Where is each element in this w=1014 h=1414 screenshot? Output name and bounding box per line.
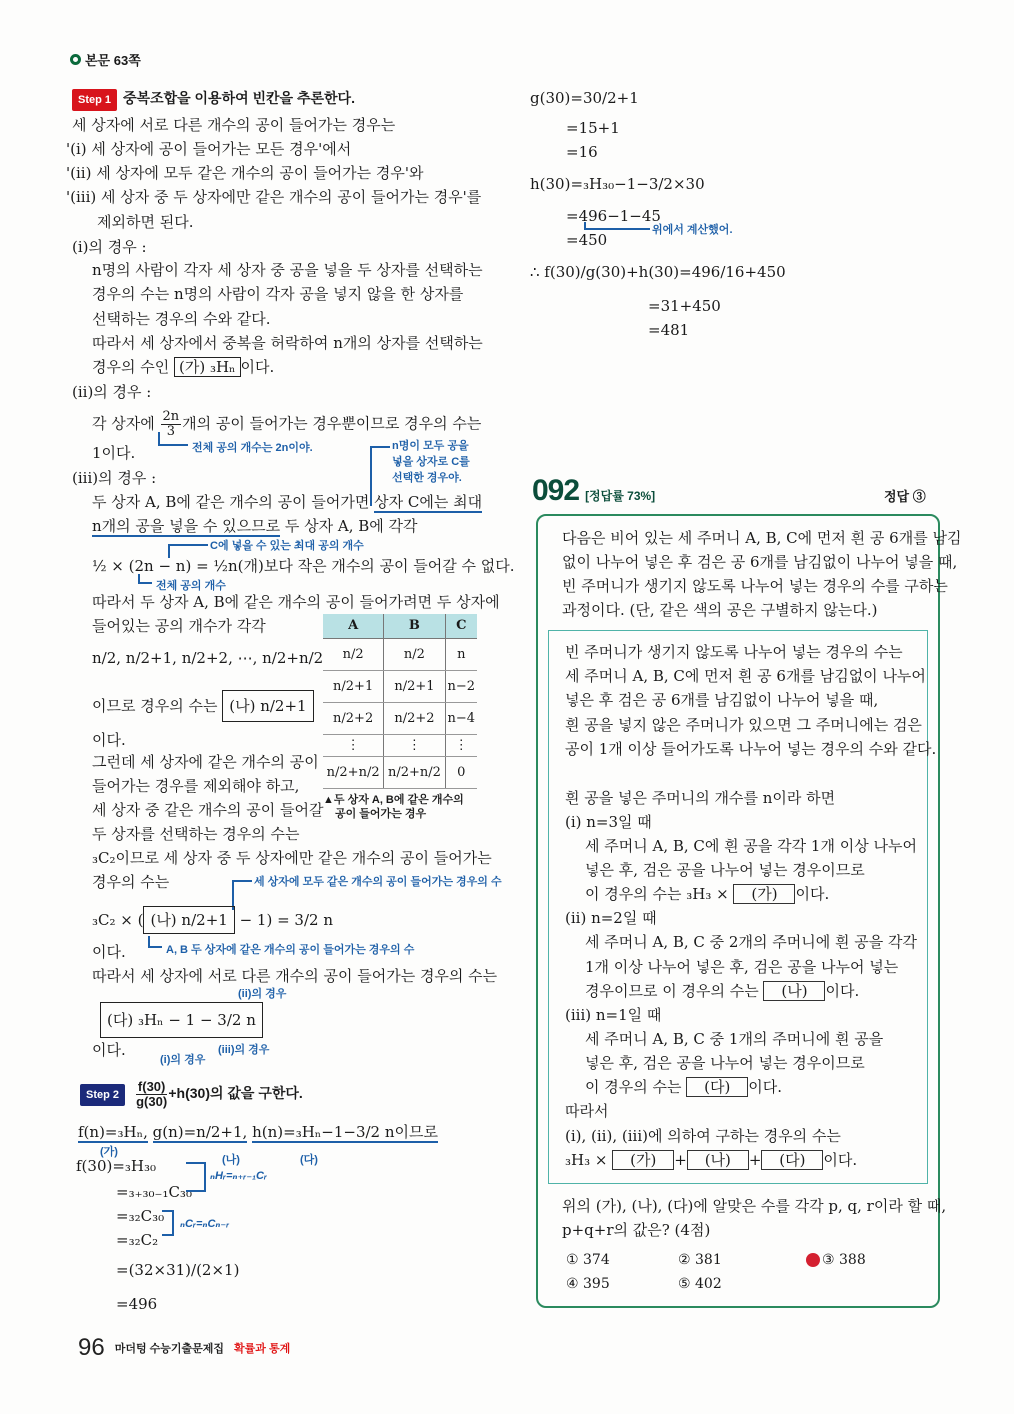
statement-line: 과정이다. (단, 같은 색의 공은 구별하지 않는다.)	[562, 601, 878, 619]
final-calc-line: =31+450	[648, 297, 721, 315]
text: 따라서 세 상자에 서로 다른 개수의 공이 들어가는 경우의 수는	[92, 967, 498, 985]
annotation-arrow	[148, 936, 162, 948]
note-case-ii: (ii)의 경우	[238, 988, 287, 1000]
sequence: n/2, n/2+1, n/2+2, ⋯, n/2+n/2	[92, 649, 324, 667]
choice-label: ② 381	[678, 1252, 722, 1268]
g-calc-line: =15+1	[566, 119, 620, 137]
caption-line: ▲두 상자 A, B에 같은 개수의	[323, 793, 464, 806]
case-iii-line7	[92, 690, 314, 722]
annotation-arrow	[138, 574, 152, 584]
annotation-arrow	[162, 1210, 174, 1236]
case-i-line: 따라서 세 상자에서 중복을 허락하여 n개의 상자를 선택하는	[92, 334, 483, 352]
case-ii-line1	[92, 410, 481, 439]
text: 두 상자 A, B에 각각	[280, 517, 418, 535]
inner-line: 넣은 후 검은 공 6개를 남김없이 나누어 넣을 때,	[565, 691, 879, 709]
table-cell: n/2+2	[384, 702, 445, 734]
frac-den: g(30)	[136, 1094, 168, 1109]
case-label: (ii) n=2일 때	[565, 909, 657, 927]
h-calc-line: h(30)=₃H₃₀−1−3/2×30	[530, 175, 705, 193]
case-i-line: n명의 사람이 각자 세 상자 중 공을 넣을 두 상자를 선택하는	[92, 261, 483, 279]
note-computed-above: 위에서 계산했어.	[652, 224, 733, 236]
note-c-formula: ₙCᵣ=ₙCₙ₋ᵣ	[180, 1218, 230, 1230]
note-c-max: C에 넣을 수 있는 최대 공의 개수	[210, 540, 364, 552]
choice-label: ⑤ 402	[678, 1276, 722, 1292]
inner-line: 흰 공을 넣지 않은 주머니가 있으면 그 주머니에는 검은	[565, 716, 922, 734]
f-calc-line: =496	[116, 1295, 158, 1313]
abc-table	[323, 614, 477, 789]
text: 이 경우의 수는	[585, 1078, 682, 1096]
table-row	[323, 734, 477, 756]
h-calc-line: =496−1−45	[566, 207, 661, 225]
ring-icon	[70, 54, 81, 65]
underlined-text: n개의 공을 넣을 수 있으므로	[92, 517, 281, 535]
table-cell: ⋮	[384, 734, 445, 756]
page-reference-label: 본문 63쪽	[85, 53, 141, 68]
final-expression	[565, 1150, 857, 1170]
choice-label: ③ 388	[822, 1252, 866, 1268]
case-label: (i) n=3일 때	[565, 813, 652, 831]
choice-label: ① 374	[566, 1252, 610, 1268]
text: − 1) = 3/2 n	[234, 911, 333, 929]
table-cell: 0	[445, 756, 477, 788]
table-cell: n/2+1	[323, 670, 384, 702]
intro-line: 제외하면 된다.	[97, 213, 194, 231]
abc-table-wrap	[323, 614, 477, 821]
step2-heading	[80, 1080, 303, 1109]
inner-line: 빈 주머니가 생기지 않도록 나누어 넣는 경우의 수는	[565, 643, 903, 661]
inner-line: 흰 공을 넣은 주머니의 개수를 n이라 하면	[565, 789, 836, 807]
table-caption	[323, 793, 477, 821]
text: 경우의 수는	[92, 873, 170, 891]
def-g: g(n)=n/2+1,	[152, 1123, 248, 1141]
frac-num: f(30)	[137, 1079, 166, 1094]
caption-line: 공이 들어가는 경우	[335, 807, 427, 820]
case-iii-line3	[92, 556, 515, 576]
text: 이다.	[92, 1041, 126, 1059]
text: 두 상자를 선택하는 경우의 수는	[92, 825, 300, 843]
inner-line: 1개 이상 나누어 넣은 후, 검은 공을 나누어 넣는	[585, 958, 899, 976]
choice-1[interactable]	[566, 1252, 610, 1268]
text: 세 상자 중 같은 개수의 공이 들어갈	[92, 801, 324, 819]
subject-title: 확률과 통계	[234, 1343, 291, 1355]
text: ₃H₃ ×	[565, 1151, 608, 1169]
case1-result	[585, 884, 829, 904]
note-total: 전체 공의 개수	[156, 580, 226, 592]
equation: ½ × (2n − n) = ½n(개)	[92, 557, 264, 575]
statement-line: 빈 주머니가 생기지 않도록 나누어 넣는 경우의 수를 구하는	[562, 577, 948, 595]
note-case-iii: (iii)의 경우	[218, 1044, 270, 1056]
table-row	[323, 670, 477, 702]
case-i-label: (i)의 경우 :	[72, 238, 147, 256]
case-i-result	[92, 357, 274, 377]
text: 보다 작은 개수의 공이 들어갈 수 없다.	[263, 557, 515, 575]
problem-number: 092	[532, 474, 580, 507]
checkmark-icon	[806, 1253, 820, 1267]
note-ab: A, B 두 상자에 같은 개수의 공이 들어가는 경우의 수	[166, 944, 415, 956]
f-calc-line: =₃₂C₂	[116, 1231, 159, 1249]
underlined-text: 상자 C에는 최대	[374, 493, 483, 511]
text: 이다.	[795, 885, 830, 903]
case-iii-line2	[92, 516, 418, 536]
case-i-result-prefix: 경우의 수인	[92, 358, 170, 376]
plus: +	[748, 1151, 762, 1169]
answer-box-na: (나) n/2+1	[222, 690, 313, 722]
def-f: f(n)=₃Hₙ,	[78, 1123, 148, 1141]
blank-na: (나)	[763, 981, 825, 1001]
choice-4[interactable]	[566, 1276, 610, 1292]
text: ₃C₂이므로 세 상자 중 두 상자에만 같은 개수의 공이 들어가는	[92, 849, 492, 867]
table-row	[323, 756, 477, 788]
case-iii-line4: 따라서 두 상자 A, B에 같은 개수의 공이 들어가려면 두 상자에	[92, 593, 500, 611]
text: 두 상자 A, B에 같은 개수의 공이 들어가면	[92, 493, 375, 511]
table-cell: n/2+n/2	[384, 756, 445, 788]
table-cell: n/2	[384, 638, 445, 670]
blank-da: (다)	[761, 1150, 823, 1170]
c2-equation	[92, 906, 333, 934]
answer-box-na: (나) n/2+1	[143, 906, 234, 934]
case-label: (iii) n=1일 때	[565, 1006, 662, 1024]
intro-line: '(i) 세 상자에 공이 들어가는 모든 경우'에서	[66, 140, 352, 158]
blank-ga: (가)	[612, 1150, 674, 1170]
note-c-selected	[392, 438, 470, 486]
note-case-i: (i)의 경우	[160, 1054, 206, 1066]
text: 이다.	[748, 1078, 783, 1096]
note-line: 선택한 경우야.	[392, 472, 462, 484]
step2-badge: Step 2	[80, 1084, 125, 1106]
table-cell: n−2	[445, 670, 477, 702]
f-calc-line: f(30)=₃H₃₀	[76, 1157, 157, 1175]
note-h-formula: ₙHᵣ=ₙ₊ᵣ₋₁Cᵣ	[210, 1170, 268, 1182]
def-h: h(n)=₃Hₙ−1−3/2 n이므로	[252, 1123, 438, 1141]
choice-label: ④ 395	[566, 1276, 610, 1292]
step1-badge: Step 1	[72, 89, 117, 111]
f-calc-line: =₃₂C₃₀	[116, 1207, 165, 1225]
case2-result	[585, 981, 859, 1001]
text: 들어가는 경우를 제외해야 하고,	[92, 777, 300, 795]
table-cell: n/2	[323, 638, 384, 670]
inner-line: 세 주머니 A, B, C 중 2개의 주머니에 흰 공을 각각	[585, 933, 917, 951]
note-line: n명이 모두 공을	[392, 440, 469, 452]
text: 그런데 세 상자에 같은 개수의 공이	[92, 753, 319, 771]
case-i-line: 경우의 수는 n명의 사람이 각자 공을 넣지 않을 한 상자를	[92, 285, 464, 303]
annotation-arrow	[584, 222, 650, 230]
case-i-result-suffix: 이다.	[240, 358, 275, 376]
f-calc-line: =(32×31)/(2×1)	[116, 1261, 240, 1279]
statement-line: 다음은 비어 있는 세 주머니 A, B, C에 먼저 흰 공 6개를 남김	[562, 529, 962, 547]
case-ii-label: (ii)의 경우 :	[72, 383, 152, 401]
inner-line: 공이 1개 이상 들어가도록 나누어 넣는 경우의 수와 같다.	[565, 740, 937, 758]
inner-line: 세 주머니 A, B, C에 흰 공을 각각 1개 이상 나누어	[585, 837, 917, 855]
case-ii-prefix: 각 상자에	[92, 414, 155, 433]
function-defs	[78, 1122, 438, 1142]
intro-line: '(ii) 세 상자에 모두 같은 개수의 공이 들어가는 경우'와	[66, 164, 424, 182]
case-iii-line5: 들어있는 공의 개수가 각각	[92, 617, 266, 635]
question-line: p+q+r의 값은? (4점)	[562, 1221, 711, 1239]
step2-title: +h(30)의 값을 구한다.	[168, 1085, 303, 1102]
final-calc-line: =481	[648, 321, 690, 339]
g-calc-line: g(30)=30/2+1	[530, 89, 639, 107]
case3-result	[585, 1077, 782, 1097]
choice-5[interactable]	[678, 1276, 722, 1292]
choice-3[interactable]	[806, 1252, 866, 1268]
table-cell: n−4	[445, 702, 477, 734]
case-i-line: 선택하는 경우의 수와 같다.	[92, 310, 271, 328]
table-cell: ⋮	[323, 734, 384, 756]
inner-line: 세 주머니 A, B, C에 먼저 흰 공 6개를 남김없이 나누어	[565, 667, 926, 685]
step1-title: 중복조합을 이용하여 빈칸을 추론한다.	[123, 90, 355, 106]
text: 이므로 경우의 수는	[92, 697, 218, 715]
table-cell: n/2+1	[384, 670, 445, 702]
note-all-same: 세 상자에 모두 같은 개수의 공이 들어가는 경우의 수	[254, 876, 502, 888]
case-ii-suffix: 개의 공이 들어가는 경우뿐이므로 경우의 수는	[182, 414, 482, 433]
table-cell: n	[445, 638, 477, 670]
text: 이다.	[92, 943, 126, 961]
note-line: 넣을 상자로 C를	[392, 456, 470, 468]
fraction-f-g	[136, 1080, 167, 1109]
answer-box-ga: (가) ₃Hₙ	[174, 357, 241, 377]
inner-line: 세 주머니 A, B, C 중 1개의 주머니에 흰 공을	[585, 1030, 884, 1048]
page-number: 96	[78, 1334, 105, 1361]
case-iii-label: (iii)의 경우 :	[72, 469, 157, 487]
frac-den: 3	[166, 424, 175, 439]
inner-line: 넣은 후, 검은 공을 나누어 넣는 경우이므로	[585, 861, 865, 879]
intro-line: '(iii) 세 상자 중 두 상자에만 같은 개수의 공이 들어가는 경우'를	[66, 188, 482, 206]
text: 이다.	[823, 1151, 858, 1169]
text: 이 경우의 수는 ₃H₃ ×	[585, 885, 729, 903]
table-row	[323, 702, 477, 734]
annotation-arrow	[186, 1162, 206, 1192]
footer	[78, 1334, 290, 1362]
tag-da: (다)	[300, 1154, 318, 1166]
text: 이다.	[825, 982, 860, 1000]
inner-line: 따라서	[565, 1102, 609, 1120]
final-calc-line: ∴ f(30)/g(30)+h(30)=496/16+450	[530, 263, 786, 281]
blank-ga: (가)	[733, 884, 795, 904]
choice-2[interactable]	[678, 1252, 722, 1268]
step1-heading	[72, 88, 355, 111]
f-calc-line: =₃₊₃₀₋₁C₃₀	[116, 1183, 192, 1201]
correct-rate: [정답률 73%]	[585, 489, 656, 503]
tag-ga: (가)	[100, 1146, 118, 1158]
case-ii-line2: 1이다.	[92, 444, 136, 462]
answer-box-da: (다) ₃Hₙ − 1 − 3/2 n	[100, 1002, 263, 1038]
annotation-arrow	[158, 432, 188, 446]
table-header: B	[384, 614, 445, 638]
frac-num: 2n	[162, 409, 180, 424]
inner-line: (i), (ii), (iii)에 의하여 구하는 경우의 수는	[565, 1127, 841, 1145]
tag-na: (나)	[222, 1154, 240, 1166]
problem-header	[532, 474, 655, 508]
text: ₃C₂ × (	[92, 911, 144, 929]
book-title: 마더텅 수능기출문제집	[114, 1343, 225, 1355]
case-iii-line1	[92, 492, 482, 512]
h-calc-line: =450	[566, 231, 608, 249]
g-calc-line: =16	[566, 143, 598, 161]
note-total-balls: 전체 공의 개수는 2n이야.	[192, 442, 313, 454]
table-header: A	[323, 614, 384, 638]
page-reference	[70, 50, 141, 69]
plus: +	[674, 1151, 687, 1169]
statement-line: 없이 나누어 넣은 후 검은 공 6개를 남김없이 나누어 넣을 때,	[562, 553, 958, 571]
table-header: C	[445, 614, 477, 638]
text: 경우이므로 이 경우의 수는	[585, 982, 759, 1000]
intro-line: 세 상자에 서로 다른 개수의 공이 들어가는 경우는	[72, 116, 396, 134]
question-line: 위의 (가), (나), (다)에 알맞은 수를 각각 p, q, r이라 할 때,	[562, 1197, 947, 1215]
answer-box-da-wrap	[100, 1002, 263, 1038]
inner-line: 넣은 후, 검은 공을 나누어 넣는 경우이므로	[585, 1054, 865, 1072]
table-cell: n/2+2	[323, 702, 384, 734]
correct-answer: 정답 ③	[884, 489, 926, 504]
table-row	[323, 638, 477, 670]
text: 이다.	[92, 731, 126, 749]
blank-na: (나)	[687, 1150, 749, 1170]
blank-da: (다)	[686, 1077, 748, 1097]
table-cell: n/2+n/2	[323, 756, 384, 788]
table-cell: ⋮	[445, 734, 477, 756]
